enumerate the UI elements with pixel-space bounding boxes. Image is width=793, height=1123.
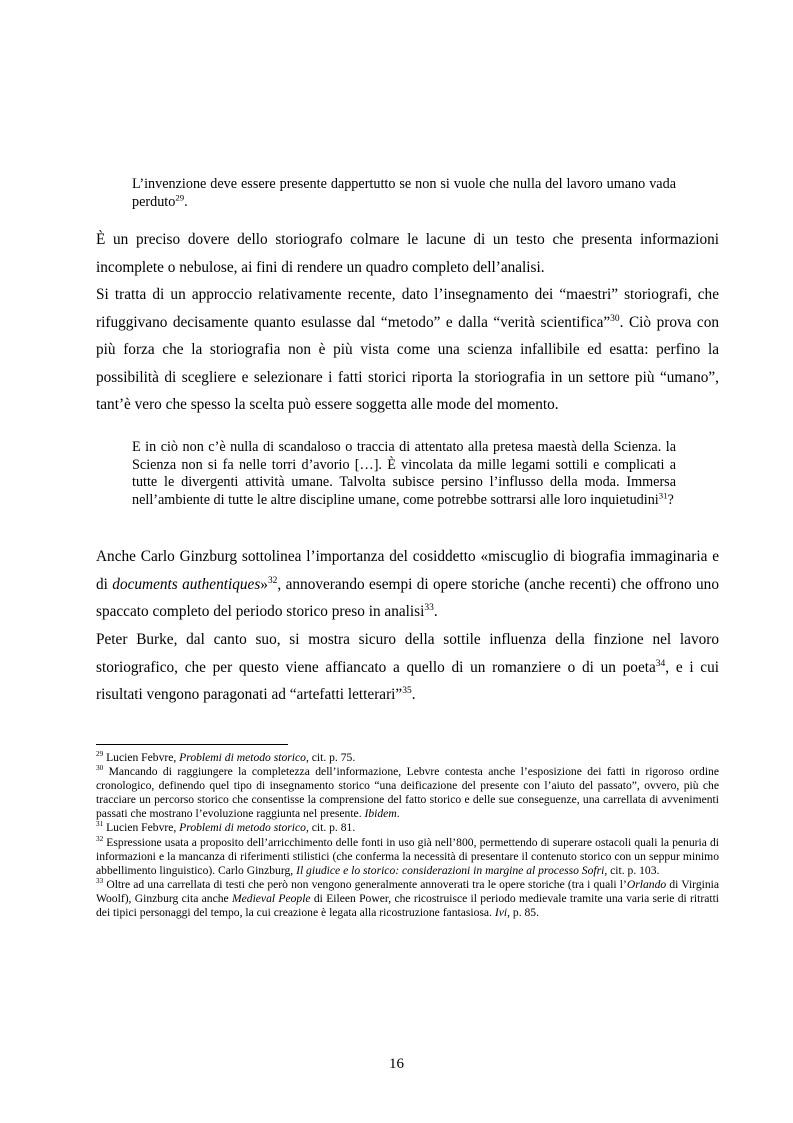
block-quote-febvre-2: E in ciò non c’è nulla di scandaloso o traccia di attentato alla pretesa maestà della Scienza. la Scienza non si fa nelle torri d’avorio […]. È vincolata da mille legami sottili e complicati a tutte le divergenti attività umane. Talvolta subisce persino l’influsso della moda. Immersa nell’ambiente di tutte le altre discipline umane, come potrebbe sottrarsi alle loro inquietudini$^{31}$?	[132, 439, 676, 508]
footnote-ref-30[interactable]: 30	[610, 313, 620, 324]
page-number: 16	[389, 1056, 404, 1072]
footnote-ref-35[interactable]: 35	[402, 686, 412, 697]
footnote-32: $^{32}$ Espressione usata a proposito dell’arricchimento delle fonti in uso già nell’800, permettendo di superare ostacoli quali la penuria di informazioni e la mancanza di riferimenti stilistici (che conferma la necessità di presentare il contenuto storico con un seppur minimo abbellimento linguistico). Carlo Ginzburg, Il giudice e lo storico: considerazioni in margine al processo Sofri, cit. p. 103.	[96, 834, 719, 877]
footnote-33: $^{33}$ Oltre ad una carrellata di testi che però non vengono generalmente annoverati tra le opere storiche (tra i quali l’Orlando di Virginia Woolf), Ginzburg cita anche Medieval People di Eileen Power, che ricostruisce il periodo medievale tramite una varia serie di ritratti dei tipici personaggi del tempo, la cui creazione è legata alla ricostruzione fantasiosa. Ivi, p. 85.	[96, 876, 720, 920]
footnote-30: $^{30}$ Mancando di raggiungere la completezza dell’informazione, Lebvre contesta anche l’esposizione dei fatti in rigoroso ordine cronologico, definendo quel tipo di insegnamento storico “una deificazione del presente con l’aiuto del passato”, ovvero, più che tracciare un percorso storico che consentisse la comprensione del fatto storico e delle sue conseguenze, una carrellata di avvenimenti passati che mostrano l’evoluzione raggiunta nel presente. Ibidem.	[96, 764, 719, 821]
footnote-31: $^{31}$ Lucien Febvre, Problemi di metodo storico, cit. p. 81.	[96, 820, 356, 835]
block-quote-febvre-1: L’invenzione deve essere presente dappertutto se non si vuole che nulla del lavoro umano vada perduto$^{29}$.	[132, 176, 676, 210]
footnote-ref-33[interactable]: 33	[424, 603, 434, 614]
paragraph-ginzburg: Anche Carlo Ginzburg sottolinea l’importanza del cosiddetto «miscuglio di biografia immaginaria e di documents authentiques»$^{32}$, annoverando esempi di opere storiche (anche recenti) che offrono uno spaccato completo del periodo storico preso in analisi$^{33}$.	[96, 548, 719, 621]
quote-text: L’invenzione deve essere presente dappertutto se non si vuole che nulla del lavoro umano vada perduto	[132, 176, 676, 210]
footnote-ref-32[interactable]: 32	[267, 575, 278, 586]
footnote-ref-31[interactable]: 31	[658, 490, 668, 501]
paragraph-approccio: Si tratta di un approccio relativamente recente, dato l’insegnamento dei “maestri” storiografi, che rifuggivano decisamente quanto esulasse dal “metodo” e dalla “verità scientifica”$^{30}$. Ciò prova con più forza che la storiografia non è più vista come una scienza infallibile ed esatta: perfino la possibilità di scegliere e selezionare i fatti storici riporta la storiografia in un settore più “umano”, tant’è vero che spesso la scelta può essere soggetta alle mode del momento.	[96, 286, 719, 414]
italic-title: documents authentiques	[112, 575, 261, 593]
footnotes	[96, 751, 719, 920]
footnote-ref-34[interactable]: 34	[655, 658, 666, 669]
footnote-ref-29[interactable]: 29	[175, 191, 185, 202]
quote-text: E in ciò non c’è nulla di scandaloso o traccia di attentato alla pretesa maestà della Scienza. la Scienza non si fa nelle torri d’avorio […]. È vincolata da mille legami sottili e complicati a tutte le divergenti attività umane. Talvolta subisce persino l’influsso della moda. Immersa nell’ambiente di tutte le altre discipline umane, come potrebbe sottrarsi alle loro inquietudini	[132, 439, 676, 508]
paragraph-lacune: È un preciso dovere dello storiografo colmare le lacune di un testo che presenta informazioni incomplete o nebulose, ai fini di rendere un quadro completo dell’analisi.	[96, 231, 719, 276]
footnote-separator	[96, 744, 288, 745]
paragraph-burke: Peter Burke, dal canto suo, si mostra sicuro della sottile influenza della finzione nel lavoro storiografico, che per questo viene affiancato a quello di un romanziere o di un poeta$^{34}$, e i cui risultati vengono paragonati ad “artefatti letterari”$^{35}$.	[96, 631, 719, 704]
footnote-29: $^{29}$ Lucien Febvre, Problemi di metodo storico, cit. p. 75.	[96, 750, 356, 764]
